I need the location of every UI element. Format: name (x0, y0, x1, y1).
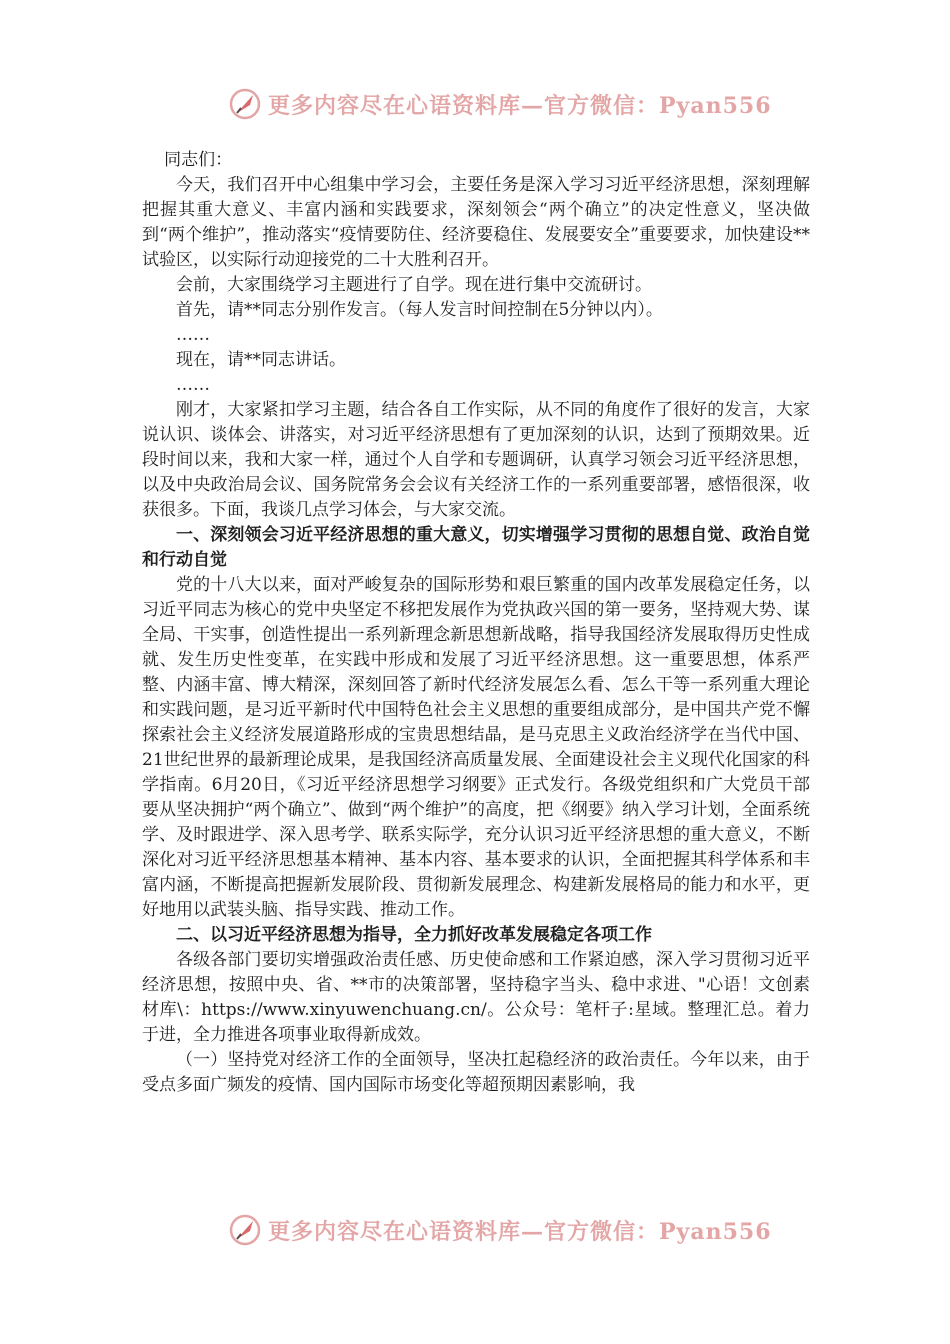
section-heading: 二、以习近平经济思想为指导，全力抓好改革发展稳定各项工作 (176, 925, 652, 945)
watermark-banner-top (228, 84, 772, 124)
quill-logo-icon (228, 87, 262, 121)
paragraph: 首先，请**同志分别作发言。（每人发言时间控制在5分钟以内）。 (176, 300, 663, 320)
section-heading: 一、深刻领会习近平经济思想的重大意义，切实增强学习贯彻的思想自觉、政治自觉和行动自觉 (142, 525, 810, 570)
watermark-banner-bottom (228, 1210, 772, 1250)
ellipsis-line: …… (176, 325, 210, 345)
paragraph: 会前，大家围绕学习主题进行了自学。现在进行集中交流研讨。 (176, 275, 652, 295)
ellipsis-line: …… (176, 375, 210, 395)
paragraph: 各级各部门要切实增强政治责任感、历史使命感和工作紧迫感，深入学习贯彻习近平经济思想，按照中央、省、**市的决策部署，坚持稳字当头、稳中求进、"心语！文创素材库\：https://www.xinyuwenchuang.cn/。公众号：笔杆子:星域。整理汇总。着力于进，全力推进各项事业取得新成效。 (142, 950, 810, 1045)
paragraph: （一）坚持党对经济工作的全面领导，坚决扛起稳经济的政治责任。今年以来，由于受点多面广频发的疫情、国内国际市场变化等超预期因素影响，我 (142, 1050, 810, 1095)
banner-text: 更多内容尽在心语资料库—官方微信：Pyan556 (268, 92, 772, 119)
paragraph: 党的十八大以来，面对严峻复杂的国际形势和艰巨繁重的国内改革发展稳定任务，以习近平同志为核心的党中央坚定不移把发展作为党执政兴国的第一要务，坚持观大势、谋全局、干实事，创造性提出一系列新理念新思想新战略，指导我国经济发展取得历史性成就、发生历史性变革，在实践中形成和发展了习近平经济思想。这一重要思想，体系严整、内涵丰富、博大精深，深刻回答了新时代经济发展怎么看、怎么干等一系列重大理论和实践问题，是习近平新时代中国特色社会主义思想的重要组成部分，是中国共产党不懈探索社会主义经济发展道路形成的宝贵思想结晶，是马克思主义政治经济学在当代中国、21世纪世界的最新理论成果，是我国经济高质量发展、全面建设社会主义现代化国家的科学指南。6月20日，《习近平经济思想学习纲要》正式发行。各级党组织和广大党员干部要从坚决拥护“两个确立”、做到“两个维护”的高度，把《纲要》纳入学习计划，全面系统学、及时跟进学、深入思考学、联系实际学，充分认识习近平经济思想的重大意义，不断深化对习近平经济思想基本精神、基本内容、基本要求的认识，全面把握其科学体系和丰富内涵，不断提高把握新发展阶段、贯彻新发展理念、构建新发展格局的能力和水平，更好地用以武装头脑、指导实践、推动工作。 (142, 575, 810, 920)
paragraph: 今天，我们召开中心组集中学习会，主要任务是深入学习习近平经济思想，深刻理解把握其重大意义、丰富内涵和实践要求，深刻领会“两个确立”的决定性意义，坚决做到“两个维护”，推动落实“疫情要防住、经济要稳住、发展要安全”重要要求，加快建设**试验区，以实际行动迎接党的二十大胜利召开。 (142, 175, 810, 270)
greeting: 同志们： (164, 150, 233, 170)
banner-text: 更多内容尽在心语资料库—官方微信：Pyan556 (268, 1218, 772, 1245)
paragraph: 现在，请**同志讲话。 (176, 350, 346, 370)
quill-logo-icon (228, 1213, 262, 1247)
document-body (142, 148, 810, 1098)
paragraph: 刚才，大家紧扣学习主题，结合各自工作实际，从不同的角度作了很好的发言，大家说认识、谈体会、讲落实，对习近平经济思想有了更加深刻的认识，达到了预期效果。近段时间以来，我和大家一样，通过个人自学和专题调研，认真学习领会习近平经济思想，以及中央政治局会议、国务院常务会会议有关经济工作的一系列重要部署，感悟很深，收获很多。下面，我谈几点学习体会，与大家交流。 (142, 400, 810, 520)
